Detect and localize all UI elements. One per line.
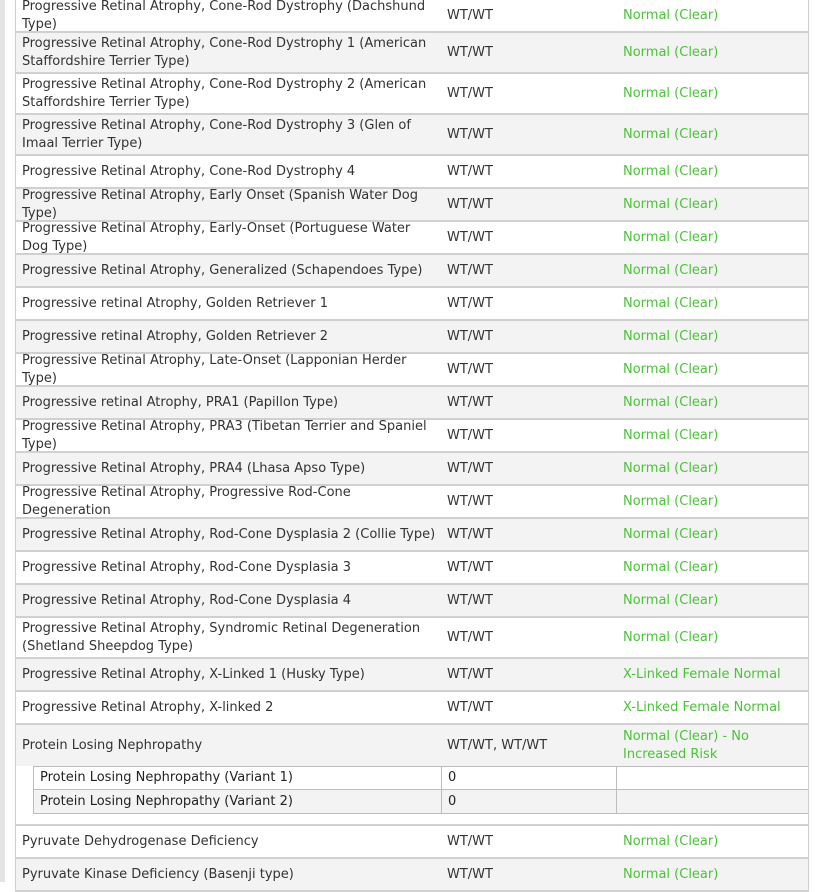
table-row (15, 255, 809, 288)
status-text: X-Linked Female Normal (623, 699, 781, 715)
genotype-result: WT/WT (447, 629, 493, 645)
genotype-result: WT/WT (447, 666, 493, 682)
status-text: X-Linked Female Normal (623, 666, 781, 682)
genotype-result: WT/WT (447, 699, 493, 715)
variant-subtable (15, 766, 809, 814)
status-text: Normal (Clear) (623, 295, 719, 311)
table-row (15, 552, 809, 585)
status-text: Normal (Clear) (623, 85, 719, 101)
status-text: Normal (Clear) (623, 7, 719, 23)
table-row (15, 420, 809, 453)
table-row (15, 156, 809, 189)
condition-name: Progressive Retinal Atrophy, Rod-Cone Dysplasia 2 (Collie Type) (22, 526, 436, 542)
table-row (15, 486, 809, 519)
condition-name: Progressive Retinal Atrophy, Syndromic Retinal Degeneration (Shetland Sheepdog Type) (22, 620, 421, 654)
genotype-result: WT/WT (447, 866, 493, 882)
table-row (15, 859, 809, 892)
genotype-result: WT/WT (447, 559, 493, 575)
table-row (15, 387, 809, 420)
table-row (15, 692, 809, 725)
variant-name: Protein Losing Nephropathy (Variant 2) (34, 790, 442, 813)
status-text: Normal (Clear) - No Increased Risk (623, 728, 749, 762)
table-row (15, 354, 809, 387)
genotype-result: WT/WT (447, 833, 493, 849)
genotype-result: WT/WT (447, 526, 493, 542)
condition-name: Progressive Retinal Atrophy, Early Onset (Spanish Water Dog Type) (22, 187, 418, 221)
genotype-result: WT/WT (447, 229, 493, 245)
status-text: Normal (Clear) (623, 833, 719, 849)
status-text: Normal (Clear) (623, 559, 719, 575)
variant-value: 0 (442, 767, 617, 789)
variant-empty-cell (617, 790, 808, 813)
condition-name: Progressive Retinal Atrophy, Cone-Rod Dystrophy (Dachshund Type) (22, 0, 426, 32)
genotype-result: WT/WT (447, 427, 493, 443)
status-text: Normal (Clear) (623, 262, 719, 278)
table-row (15, 585, 809, 618)
genotype-result: WT/WT (447, 196, 493, 212)
genotype-result: WT/WT, WT/WT (447, 737, 548, 753)
genotype-result: WT/WT (447, 493, 493, 509)
variant-value: 0 (442, 790, 617, 813)
condition-name: Progressive Retinal Atrophy, Rod-Cone Dysplasia 4 (22, 592, 352, 608)
table-row (15, 0, 809, 33)
table-row (15, 618, 809, 659)
status-text: Normal (Clear) (623, 493, 719, 509)
variant-row (33, 766, 808, 790)
condition-name: Progressive retinal Atrophy, Golden Retriever 2 (22, 328, 329, 344)
section-spacer (15, 814, 809, 826)
status-text: Normal (Clear) (623, 44, 719, 60)
condition-name: Progressive Retinal Atrophy, Progressive Rod-Cone Degeneration (22, 484, 351, 518)
genotype-result: WT/WT (447, 262, 493, 278)
condition-name: Progressive Retinal Atrophy, Generalized (Schapendoes Type) (22, 262, 423, 278)
table-row (15, 826, 809, 859)
variant-row (33, 790, 808, 814)
status-text: Normal (Clear) (623, 629, 719, 645)
genotype-result: WT/WT (447, 592, 493, 608)
genotype-result: WT/WT (447, 163, 493, 179)
genotype-result: WT/WT (447, 394, 493, 410)
table-row (15, 115, 809, 156)
status-text: Normal (Clear) (623, 427, 719, 443)
condition-name: Progressive Retinal Atrophy, Cone-Rod Dystrophy 4 (22, 163, 356, 179)
table-row (15, 321, 809, 354)
status-text: Normal (Clear) (623, 526, 719, 542)
table-row (15, 189, 809, 222)
table-row (15, 222, 809, 255)
status-text: Normal (Clear) (623, 229, 719, 245)
genotype-result: WT/WT (447, 126, 493, 142)
status-text: Normal (Clear) (623, 394, 719, 410)
genotype-result: WT/WT (447, 295, 493, 311)
table-row (15, 33, 809, 74)
status-text: Normal (Clear) (623, 196, 719, 212)
condition-name: Protein Losing Nephropathy (22, 737, 203, 753)
status-text: Normal (Clear) (623, 328, 719, 344)
condition-name: Progressive Retinal Atrophy, Cone-Rod Dystrophy 2 (American Staffordshire Terrier Type) (22, 76, 427, 110)
table-row (15, 74, 809, 115)
status-text: Normal (Clear) (623, 163, 719, 179)
status-text: Normal (Clear) (623, 866, 719, 882)
genotype-result: WT/WT (447, 460, 493, 476)
condition-name: Progressive retinal Atrophy, Golden Retriever 1 (22, 295, 329, 311)
table-row (15, 453, 809, 486)
genotype-result: WT/WT (447, 328, 493, 344)
status-text: Normal (Clear) (623, 126, 719, 142)
variant-empty-cell (617, 767, 808, 789)
genotype-result: WT/WT (447, 44, 493, 60)
genetic-results-table (15, 0, 809, 892)
condition-name: Pyruvate Kinase Deficiency (Basenji type) (22, 866, 294, 882)
condition-name: Progressive Retinal Atrophy, Cone-Rod Dystrophy 3 (Glen of Imaal Terrier Type) (22, 117, 411, 151)
condition-name: Progressive Retinal Atrophy, Cone-Rod Dystrophy 1 (American Staffordshire Terrier Type) (22, 35, 427, 69)
table-row (15, 659, 809, 692)
condition-name: Progressive Retinal Atrophy, PRA3 (Tibetan Terrier and Spaniel Type) (22, 418, 427, 452)
status-text: Normal (Clear) (623, 361, 719, 377)
variant-name: Protein Losing Nephropathy (Variant 1) (34, 767, 442, 789)
condition-name: Progressive Retinal Atrophy, X-linked 2 (22, 699, 274, 715)
condition-name: Progressive retinal Atrophy, PRA1 (Papillon Type) (22, 394, 339, 410)
status-text: Normal (Clear) (623, 460, 719, 476)
condition-name: Progressive Retinal Atrophy, Late-Onset (Lapponian Herder Type) (22, 352, 407, 386)
genotype-result: WT/WT (447, 85, 493, 101)
condition-name: Pyruvate Dehydrogenase Deficiency (22, 833, 259, 849)
table-row (15, 519, 809, 552)
table-row (15, 725, 809, 766)
condition-name: Progressive Retinal Atrophy, X-Linked 1 (Husky Type) (22, 666, 365, 682)
status-text: Normal (Clear) (623, 592, 719, 608)
condition-name: Progressive Retinal Atrophy, Rod-Cone Dysplasia 3 (22, 559, 352, 575)
condition-name: Progressive Retinal Atrophy, Early-Onset (Portuguese Water Dog Type) (22, 220, 411, 254)
table-row (15, 288, 809, 321)
left-rail (0, 0, 5, 882)
genotype-result: WT/WT (447, 7, 493, 23)
genotype-result: WT/WT (447, 361, 493, 377)
condition-name: Progressive Retinal Atrophy, PRA4 (Lhasa Apso Type) (22, 460, 366, 476)
